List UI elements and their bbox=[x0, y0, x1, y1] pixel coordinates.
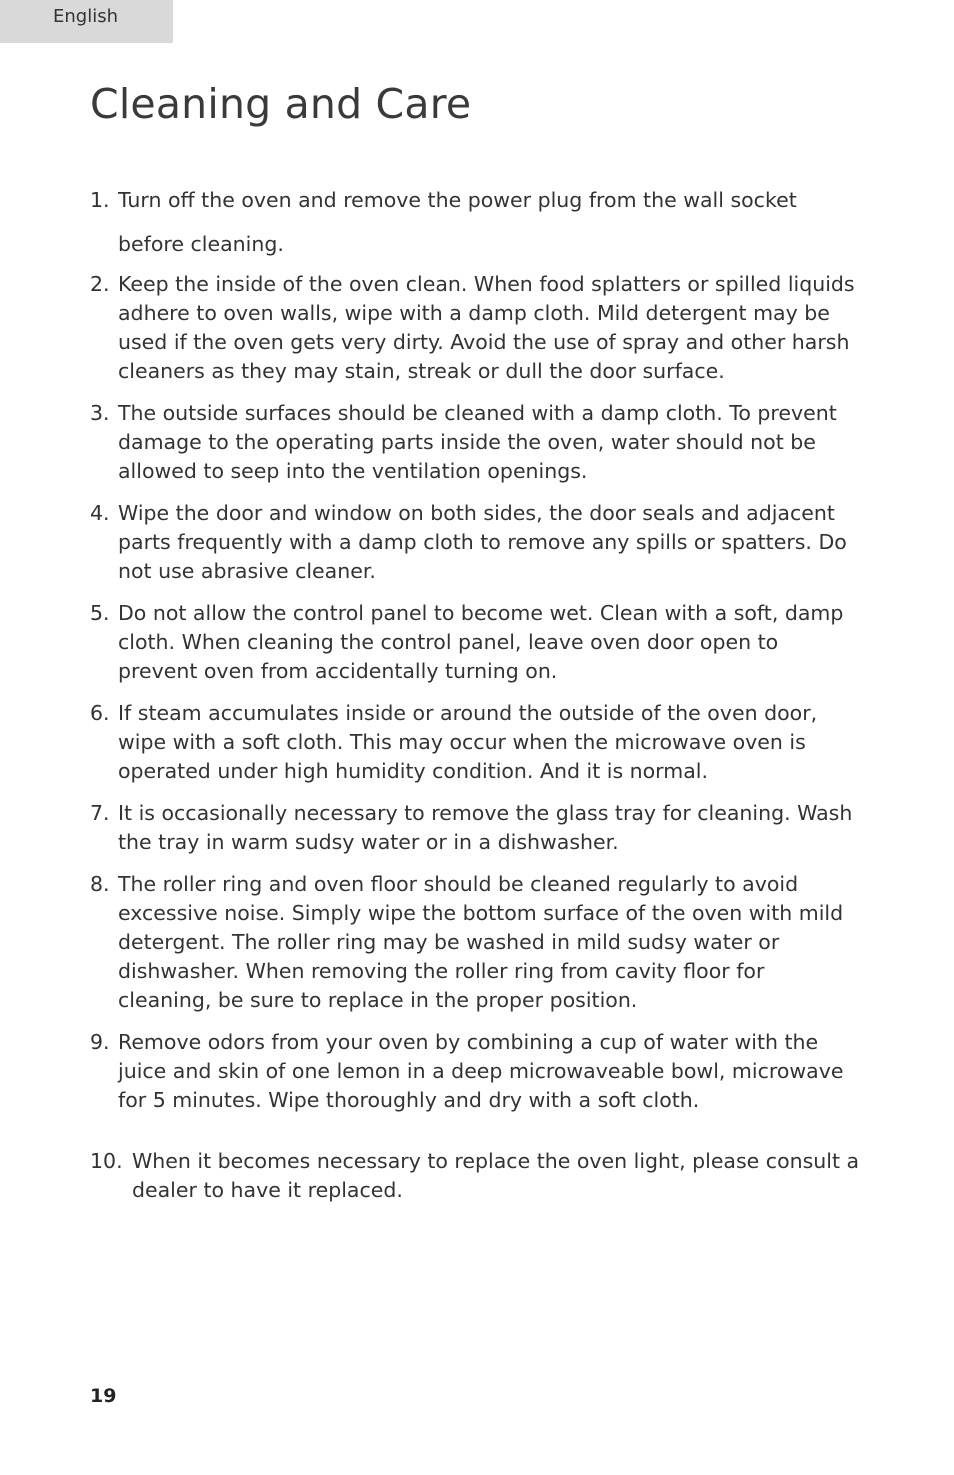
item-number: 8. bbox=[90, 872, 110, 896]
language-tab: English bbox=[0, 0, 173, 43]
list-item bbox=[90, 699, 860, 786]
list-item bbox=[90, 499, 860, 586]
list-item bbox=[90, 799, 860, 857]
item-text: It is occasionally necessary to remove the glass tray for cleaning. Wash the tray in warm sudsy water or in a dishwasher. bbox=[118, 801, 853, 854]
item-text: Do not allow the control panel to become wet. Clean with a soft, damp cloth. When cleaning the control panel, leave oven door open to prevent oven from accidentally turning on. bbox=[118, 601, 844, 683]
item-number: 10. bbox=[90, 1149, 123, 1173]
list-item bbox=[90, 870, 860, 1015]
page-number: 19 bbox=[90, 1385, 117, 1407]
list-item bbox=[90, 399, 860, 486]
item-text: If steam accumulates inside or around the outside of the oven door, wipe with a soft cloth. This may occur when the microwave oven is operated under high humidity condition. And it is normal. bbox=[118, 701, 818, 783]
item-text: Wipe the door and window on both sides, the door seals and adjacent parts frequently with a damp cloth to remove any spills or spatters. Do not use abrasive cleaner. bbox=[118, 501, 847, 583]
item-number: 9. bbox=[90, 1030, 110, 1054]
item-number: 5. bbox=[90, 601, 110, 625]
item-number: 4. bbox=[90, 501, 110, 525]
item-number: 7. bbox=[90, 801, 110, 825]
list-item bbox=[90, 1147, 860, 1205]
item-number: 2. bbox=[90, 272, 110, 296]
item-text: Remove odors from your oven by combining a cup of water with the juice and skin of one lemon in a deep microwaveable bowl, microwave for 5 minutes. Wipe thoroughly and dry with a soft cloth. bbox=[118, 1030, 844, 1112]
item-text: Keep the inside of the oven clean. When food splatters or spilled liquids adhere to oven walls, wipe with a damp cloth. Mild detergent may be used if the oven gets very dirty. Avoid the use of spray and other harsh cleaners as they may stain, streak or dull the door surface. bbox=[118, 272, 855, 383]
cleaning-instructions-list bbox=[90, 185, 860, 1218]
list-item bbox=[90, 1028, 860, 1115]
item-text: The roller ring and oven floor should be cleaned regularly to avoid excessive noise. Simply wipe the bottom surface of the oven with mild detergent. The roller ring may be washed in mild sudsy water or dishwasher. When removing the roller ring from cavity floor for cleaning, be sure to replace in the proper position. bbox=[118, 872, 844, 1012]
list-item bbox=[90, 599, 860, 686]
item-text: The outside surfaces should be cleaned with a damp cloth. To prevent damage to the operating parts inside the oven, water should not be allowed to seep into the ventilation openings. bbox=[118, 401, 837, 483]
page-title: Cleaning and Care bbox=[90, 80, 472, 128]
list-item bbox=[90, 270, 860, 386]
list-item bbox=[90, 178, 860, 266]
item-number: 3. bbox=[90, 401, 110, 425]
item-text: Turn off the oven and remove the power plug from the wall socket before cleaning. bbox=[118, 188, 797, 256]
item-number: 1. bbox=[90, 188, 110, 212]
item-number: 6. bbox=[90, 701, 110, 725]
item-text: When it becomes necessary to replace the oven light, please consult a dealer to have it replaced. bbox=[132, 1149, 860, 1202]
